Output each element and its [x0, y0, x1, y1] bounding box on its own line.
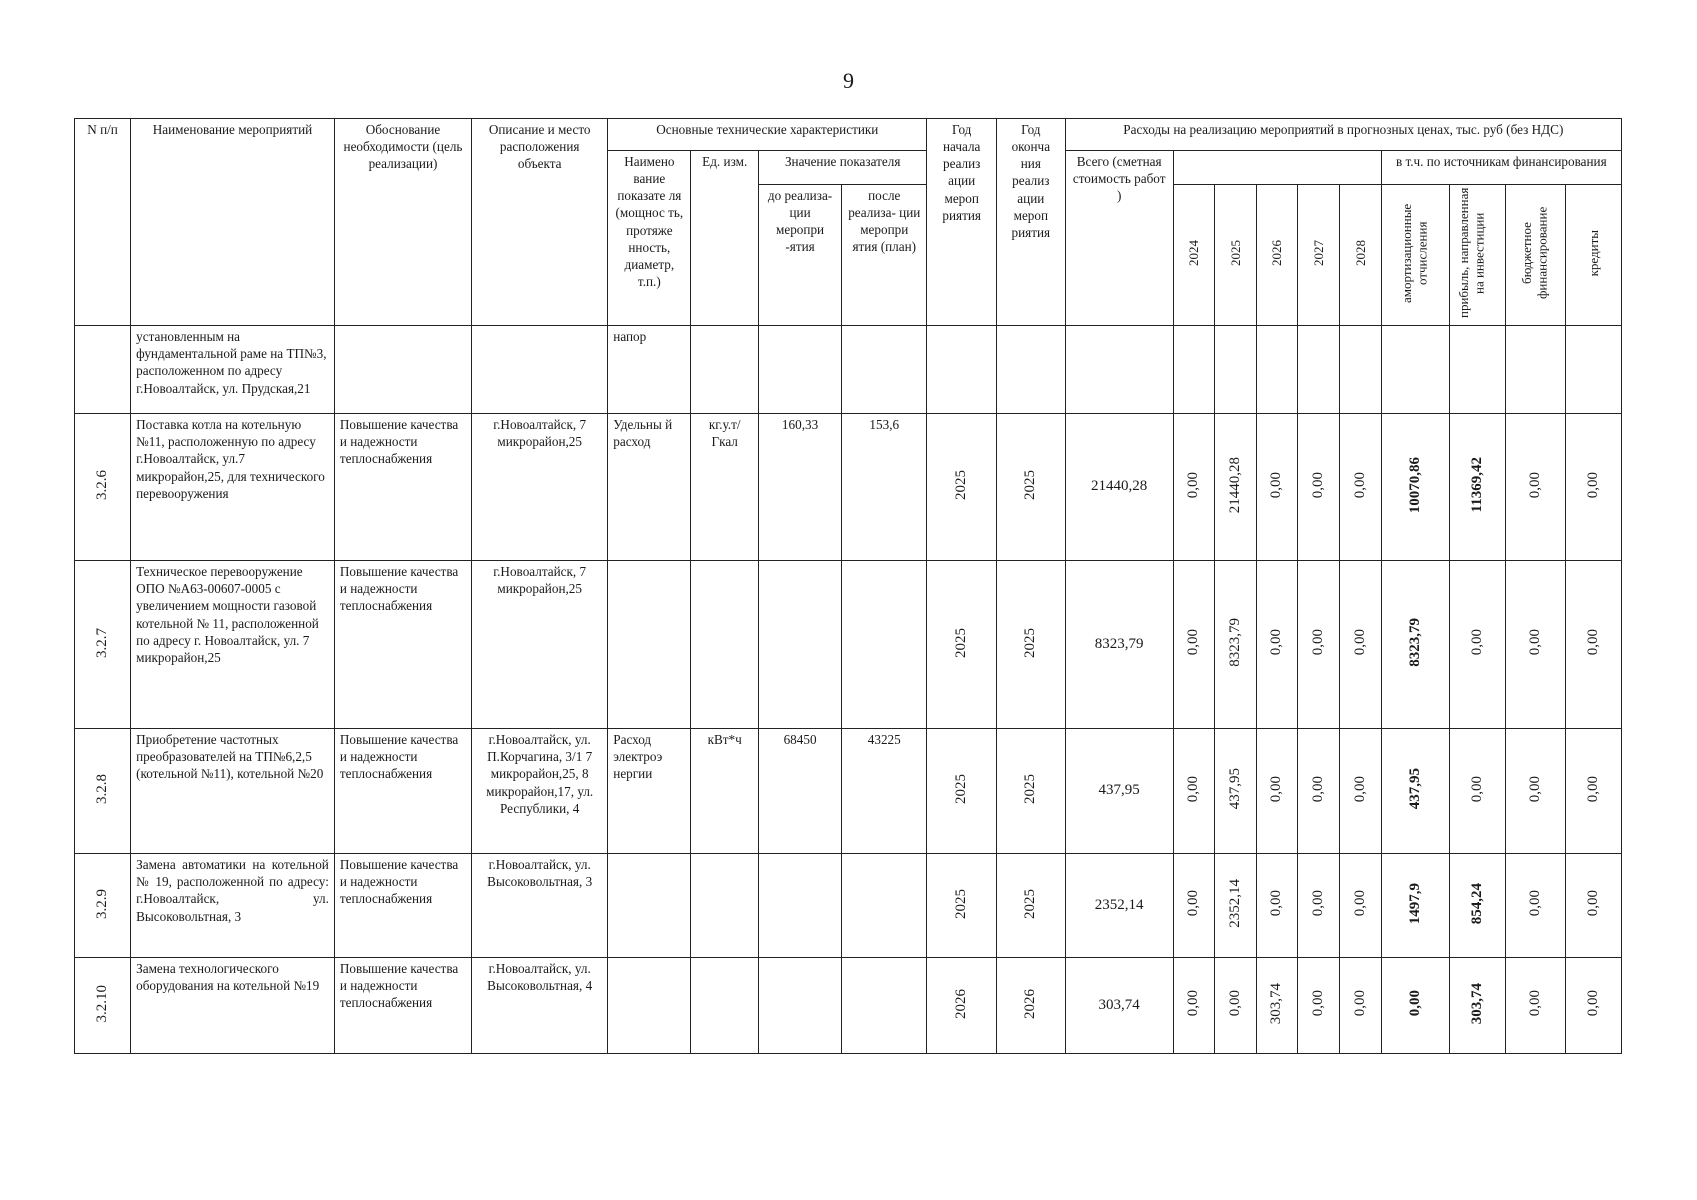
row-location: г.Новоалтайск, 7 микрорайон,25 [472, 414, 608, 561]
header-unit: Ед. изм. [691, 151, 759, 326]
row-name: Поставка котла на котельную №11, расположенную по адресу г.Новоалтайск, ул.7 микрорайон,25, для технического перевооружения [131, 414, 335, 561]
row-value-before: 160,33 [758, 414, 841, 561]
row-total: 2352,14 [1065, 854, 1173, 958]
header-num: N п/п [75, 119, 131, 326]
row-credit: 0,00 [1565, 958, 1621, 1054]
row-location: г.Новоалтайск, ул. П.Корчагина, 3/1 7 микрорайон,25, 8 микрорайон,17, ул. Республики, 4 [472, 729, 608, 854]
row-reason: Повышение качества и надежности теплоснабжения [334, 958, 471, 1054]
table-row [75, 958, 1622, 1054]
row-credit: 0,00 [1565, 729, 1621, 854]
row-2028: 0,00 [1340, 561, 1382, 729]
row-profit: 0,00 [1450, 729, 1506, 854]
row-2024: 0,00 [1173, 414, 1215, 561]
header-src-credit: кредиты [1565, 185, 1621, 326]
row-indicator: Расход электроэ нергии [608, 729, 691, 854]
row-profit: 854,24 [1450, 854, 1506, 958]
row-2027: 0,00 [1298, 854, 1340, 958]
row-2025: 0,00 [1215, 958, 1257, 1054]
row-credit: 0,00 [1565, 854, 1621, 958]
row-profit: 11369,42 [1450, 414, 1506, 561]
continuation-name: установленным на фундаментальной раме на ТП№3, расположенном по адресу г.Новоалтайск, ул. Прудская,21 [131, 326, 335, 414]
row-reason: Повышение качества и надежности теплоснабжения [334, 854, 471, 958]
table-row-continuation [75, 326, 1622, 414]
row-2026: 303,74 [1256, 958, 1298, 1054]
investment-measures-table [74, 118, 1622, 1054]
row-amort: 8323,79 [1381, 561, 1450, 729]
row-value-before [758, 958, 841, 1054]
row-profit: 0,00 [1450, 561, 1506, 729]
table-row [75, 414, 1622, 561]
row-budget: 0,00 [1506, 729, 1565, 854]
row-total: 437,95 [1065, 729, 1173, 854]
row-2026: 0,00 [1256, 854, 1298, 958]
row-num: 3.2.7 [75, 561, 131, 729]
header-value-after: после реализа- ции меропри ятия (план) [842, 185, 927, 326]
header-value-before: до реализа- ции меропри -ятия [758, 185, 841, 326]
row-unit [691, 854, 759, 958]
row-2025: 2352,14 [1215, 854, 1257, 958]
row-indicator [608, 854, 691, 958]
header-value-group: Значение показателя [758, 151, 926, 185]
row-2027: 0,00 [1298, 414, 1340, 561]
row-2025: 8323,79 [1215, 561, 1257, 729]
row-year-start: 2025 [927, 729, 997, 854]
row-total: 303,74 [1065, 958, 1173, 1054]
row-2026: 0,00 [1256, 561, 1298, 729]
header-year-2028: 2028 [1340, 185, 1382, 326]
header-location: Описание и место расположения объекта [472, 119, 608, 326]
header-indicator-name: Наимено вание показате ля (мощнос ть, протяже нность, диаметр, т.п.) [608, 151, 691, 326]
row-2028: 0,00 [1340, 729, 1382, 854]
row-year-start: 2025 [927, 854, 997, 958]
page-number: 9 [843, 68, 854, 93]
header-tech-group: Основные технические характеристики [608, 119, 927, 151]
row-amort: 0,00 [1381, 958, 1450, 1054]
row-location: г.Новоалтайск, ул. Высоковольтная, 4 [472, 958, 608, 1054]
row-value-after [842, 958, 927, 1054]
header-src-amort: амортизационные отчисления [1381, 185, 1450, 326]
row-2028: 0,00 [1340, 414, 1382, 561]
row-location: г.Новоалтайск, 7 микрорайон,25 [472, 561, 608, 729]
row-name: Техническое перевооружение ОПО №А63-00607-0005 с увеличением мощности газовой котельной № 11, расположенной по адресу г. Новоалтайск, ул. 7 микрорайон,25 [131, 561, 335, 729]
row-amort: 10070,86 [1381, 414, 1450, 561]
row-reason: Повышение качества и надежности теплоснабжения [334, 414, 471, 561]
row-2024: 0,00 [1173, 561, 1215, 729]
row-num: 3.2.8 [75, 729, 131, 854]
row-value-before: 68450 [758, 729, 841, 854]
table-header [75, 119, 1622, 326]
row-2025: 21440,28 [1215, 414, 1257, 561]
row-2026: 0,00 [1256, 729, 1298, 854]
row-2024: 0,00 [1173, 958, 1215, 1054]
row-value-before [758, 854, 841, 958]
row-year-end: 2025 [997, 414, 1066, 561]
row-year-start: 2026 [927, 958, 997, 1054]
row-indicator [608, 561, 691, 729]
table-body [75, 326, 1622, 1054]
row-reason: Повышение качества и надежности теплоснабжения [334, 729, 471, 854]
row-credit: 0,00 [1565, 561, 1621, 729]
row-amort: 437,95 [1381, 729, 1450, 854]
row-2027: 0,00 [1298, 561, 1340, 729]
header-sources-group: в т.ч. по источникам финансирования [1381, 151, 1621, 185]
header-reason: Обоснование необходимости (цель реализации) [334, 119, 471, 326]
row-unit: кг.у.т/ Гкал [691, 414, 759, 561]
header-src-profit: прибыль, направленная на инвестиции [1450, 185, 1506, 326]
row-total: 8323,79 [1065, 561, 1173, 729]
row-name: Замена автоматики на котельной № 19, расположенной по адресу: г.Новоалтайск, ул. Высоковольтная, 3 [131, 854, 335, 958]
header-year-2026: 2026 [1256, 185, 1298, 326]
row-year-end: 2025 [997, 854, 1066, 958]
row-unit [691, 561, 759, 729]
header-year-2024: 2024 [1173, 185, 1215, 326]
row-2028: 0,00 [1340, 958, 1382, 1054]
header-src-budget: бюджетное финансирование [1506, 185, 1565, 326]
row-num: 3.2.9 [75, 854, 131, 958]
row-num: 3.2.6 [75, 414, 131, 561]
row-2027: 0,00 [1298, 729, 1340, 854]
row-year-end: 2025 [997, 729, 1066, 854]
table-row [75, 561, 1622, 729]
row-year-end: 2026 [997, 958, 1066, 1054]
header-year-2027: 2027 [1298, 185, 1340, 326]
row-2025: 437,95 [1215, 729, 1257, 854]
header-costs-group: Расходы на реализацию мероприятий в прогнозных ценах, тыс. руб (без НДС) [1065, 119, 1621, 151]
header-year-2025: 2025 [1215, 185, 1257, 326]
row-2024: 0,00 [1173, 854, 1215, 958]
row-unit [691, 958, 759, 1054]
row-budget: 0,00 [1506, 958, 1565, 1054]
header-total: Всего (сметная стоимость работ ) [1065, 151, 1173, 326]
row-2026: 0,00 [1256, 414, 1298, 561]
header-name: Наименование мероприятий [131, 119, 335, 326]
row-2027: 0,00 [1298, 958, 1340, 1054]
row-budget: 0,00 [1506, 854, 1565, 958]
row-indicator [608, 958, 691, 1054]
row-indicator: Удельны й расход [608, 414, 691, 561]
row-total: 21440,28 [1065, 414, 1173, 561]
row-name: Замена технологического оборудования на котельной №19 [131, 958, 335, 1054]
row-value-after [842, 854, 927, 958]
row-num: 3.2.10 [75, 958, 131, 1054]
header-year-start: Год начала реализ ации мероп риятия [927, 119, 997, 326]
row-location: г.Новоалтайск, ул. Высоковольтная, 3 [472, 854, 608, 958]
row-value-after: 43225 [842, 729, 927, 854]
row-profit: 303,74 [1450, 958, 1506, 1054]
row-2024: 0,00 [1173, 729, 1215, 854]
row-unit: кВт*ч [691, 729, 759, 854]
row-value-before [758, 561, 841, 729]
row-name: Приобретение частотных преобразователей на ТП№6,2,5 (котельной №11), котельной №20 [131, 729, 335, 854]
row-year-end: 2025 [997, 561, 1066, 729]
table-row [75, 729, 1622, 854]
row-credit: 0,00 [1565, 414, 1621, 561]
row-year-start: 2025 [927, 414, 997, 561]
header-years-spacer [1173, 151, 1381, 185]
row-budget: 0,00 [1506, 561, 1565, 729]
row-2028: 0,00 [1340, 854, 1382, 958]
row-budget: 0,00 [1506, 414, 1565, 561]
row-amort: 1497,9 [1381, 854, 1450, 958]
continuation-indicator: напор [608, 326, 691, 414]
header-year-end: Год оконча ния реализ ации мероп риятия [997, 119, 1066, 326]
row-reason: Повышение качества и надежности теплоснабжения [334, 561, 471, 729]
row-year-start: 2025 [927, 561, 997, 729]
table-row [75, 854, 1622, 958]
row-value-after: 153,6 [842, 414, 927, 561]
row-value-after [842, 561, 927, 729]
